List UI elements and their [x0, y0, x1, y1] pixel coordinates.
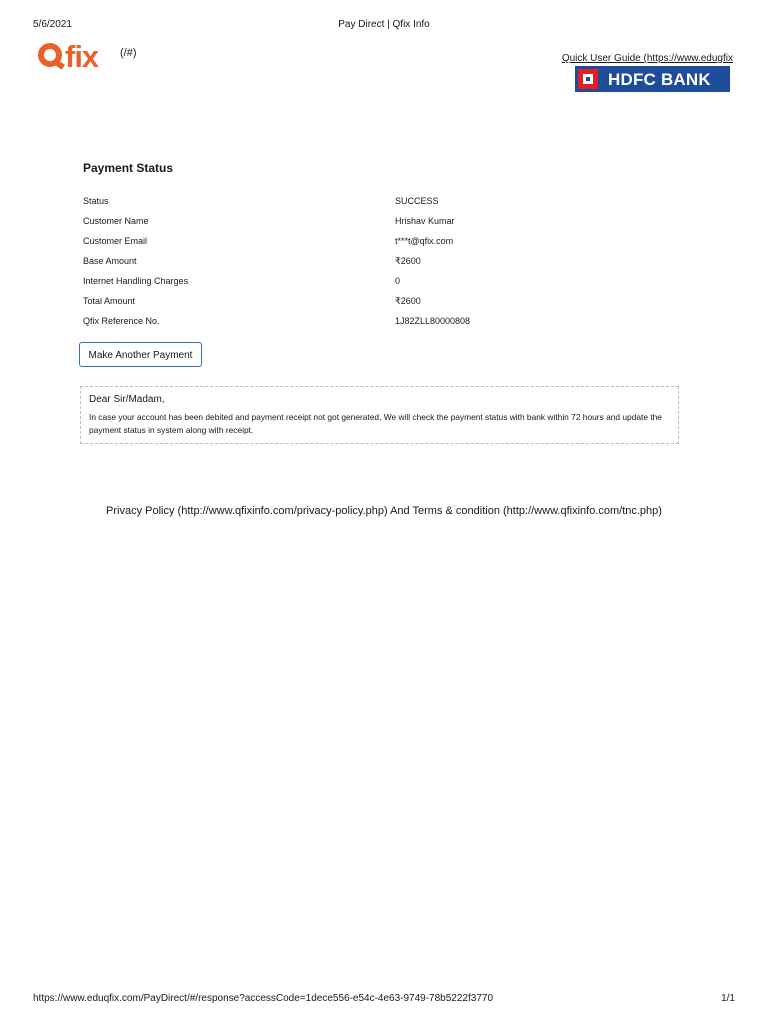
policy-links[interactable]: Privacy Policy (http://www.qfixinfo.com/privacy-policy.php) And Terms & condition (http://www.qfixinfo.com/tnc.php) [106, 505, 662, 517]
qfix-logo[interactable] [38, 38, 148, 78]
status-value: SUCCESS [395, 196, 439, 206]
print-page-count: 1/1 [721, 993, 735, 1004]
payment-status-table [83, 196, 683, 336]
print-footer [33, 993, 735, 1007]
total-amount-row [83, 296, 683, 316]
base-amount-label: Base Amount [83, 256, 137, 266]
reference-no-row [83, 316, 683, 336]
customer-email-label: Customer Email [83, 236, 148, 246]
hdfc-bank-logo [575, 66, 730, 92]
qfix-logo-text: fix [65, 39, 99, 74]
home-hash-link[interactable]: (/#) [120, 47, 137, 59]
customer-email-row [83, 236, 683, 256]
make-another-payment-button[interactable]: Make Another Payment [79, 342, 202, 367]
print-header [33, 19, 735, 33]
handling-charges-label: Internet Handling Charges [83, 276, 189, 286]
total-amount-label: Total Amount [83, 296, 136, 306]
qfix-q-tail [55, 60, 65, 70]
debit-notice-box [80, 386, 679, 444]
quick-user-guide-link[interactable]: Quick User Guide (https://www.edugfix [561, 53, 733, 64]
payment-status-title: Payment Status [83, 161, 174, 175]
notice-message: In case your account has been debited and payment receipt not got generated, We will check the payment status with bank within 72 hours and update the payment status in system along with receipt. [89, 412, 662, 435]
base-amount-row [83, 256, 683, 276]
status-label: Status [83, 196, 109, 206]
handling-charges-row [83, 276, 683, 296]
handling-charges-value: 0 [395, 276, 401, 286]
customer-email-value: t***t@qfix.com [395, 236, 454, 246]
customer-name-row [83, 216, 683, 236]
customer-name-value: Hrishav Kumar [395, 216, 455, 226]
reference-no-label: Qfix Reference No. [83, 316, 160, 326]
customer-name-label: Customer Name [83, 216, 149, 226]
status-row [83, 196, 683, 216]
base-amount-value: ₹2600 [395, 256, 421, 266]
print-url: https://www.eduqfix.com/PayDirect/#/response?accessCode=1dece556-e54c-4e63-9749-78b5222f3770 [33, 993, 494, 1004]
hdfc-bank-name: HDFC BANK [608, 70, 711, 89]
notice-greeting: Dear Sir/Madam, [89, 394, 165, 405]
print-date: 5/6/2021 [33, 19, 72, 30]
total-amount-value: ₹2600 [395, 296, 421, 306]
print-page-title: Pay Direct | Qfix Info [338, 19, 430, 30]
reference-no-value: 1J82ZLL80000808 [395, 316, 471, 326]
hdfc-emblem-icon [578, 69, 598, 89]
